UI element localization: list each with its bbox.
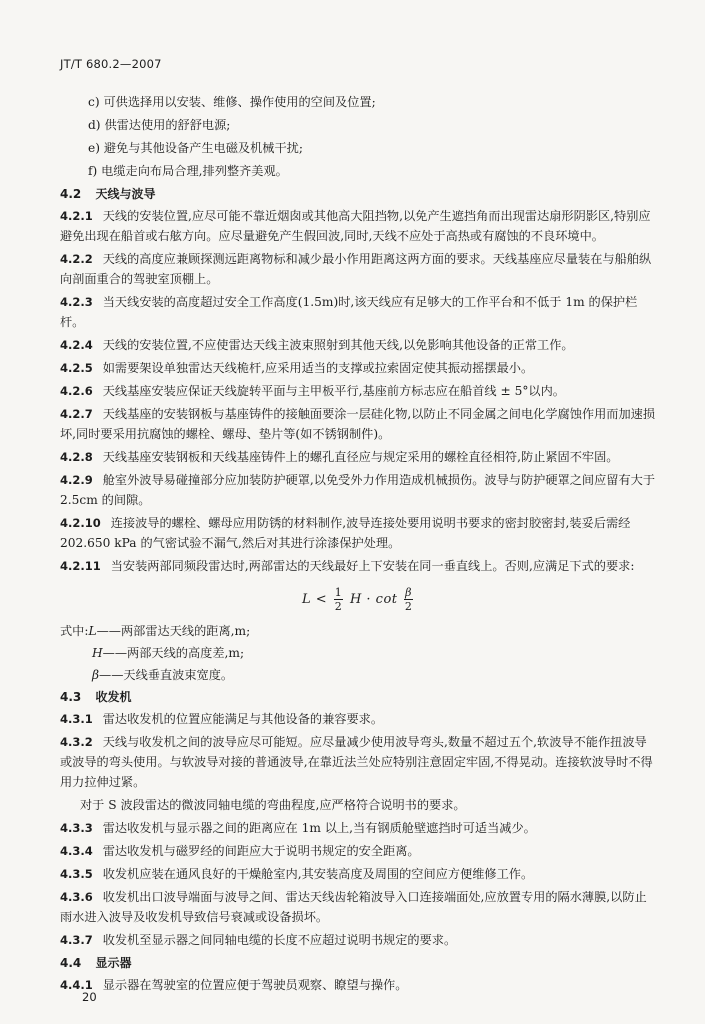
paragraph-s-band: 对于 S 波段雷达的微波同轴电缆的弯曲程度,应严格符合说明书的要求。 bbox=[80, 798, 466, 812]
clause-text: 天线与收发机之间的波导应尽可能短。应尽量减少使用波导弯头,数量不超过五个,软波导不能作扭波导或波导的弯头使用。与软波导对接的普通波导,在靠近法兰处应特别注意固定牢固,不得晃动。连接软波导时不得用力拉伸过紧。 bbox=[60, 735, 653, 789]
clause-number: 4.2.7 bbox=[60, 407, 93, 421]
clause-text: 雷达收发机的位置应能满足与其他设备的兼容要求。 bbox=[102, 712, 384, 726]
section-heading-4-3 bbox=[60, 687, 657, 707]
list-marker: c) bbox=[88, 95, 100, 109]
clause-text: 当安装两部同频段雷达时,两部雷达的天线最好上下安装在同一垂直线上。否则,应满足下式的要求: bbox=[110, 559, 635, 573]
where-line-l bbox=[60, 621, 657, 641]
where-symbol: L bbox=[88, 624, 97, 638]
section-number: 4.3 bbox=[60, 690, 82, 704]
list-marker: e) bbox=[88, 141, 100, 155]
clause-text: 雷达收发机与磁罗经的间距应大于说明书规定的安全距离。 bbox=[102, 844, 420, 858]
clause-number: 4.2.3 bbox=[60, 295, 93, 309]
clause-4-2-2 bbox=[60, 249, 657, 289]
clause-4-3-4 bbox=[60, 841, 657, 861]
fraction-denominator: 2 bbox=[334, 600, 343, 613]
list-marker: f) bbox=[88, 164, 98, 178]
clause-4-2-9 bbox=[60, 470, 657, 510]
clause-text: 如需要架设单独雷达天线桅杆,应采用适当的支撑或拉索固定使其振动摇摆最小。 bbox=[102, 361, 534, 375]
clause-number: 4.3.7 bbox=[60, 933, 93, 947]
list-marker: d) bbox=[88, 118, 101, 132]
where-text: ——两部雷达天线的距离,m; bbox=[96, 624, 251, 638]
list-item-c bbox=[60, 92, 657, 112]
clause-4-3-1 bbox=[60, 709, 657, 729]
clause-text: 天线基座安装应保证天线旋转平面与主甲板平行,基座前方标志应在船首线 ± 5°以内。 bbox=[102, 384, 565, 398]
section-heading-4-4 bbox=[60, 953, 657, 973]
clause-number: 4.3.6 bbox=[60, 890, 93, 904]
clause-number: 4.2.8 bbox=[60, 450, 93, 464]
fraction-numerator: 1 bbox=[334, 586, 343, 599]
clause-number: 4.2.4 bbox=[60, 338, 93, 352]
section-title: 显示器 bbox=[95, 956, 132, 970]
clause-text: 天线的高度应兼顾探测远距离物标和减少最小作用距离这两方面的要求。天线基座应尽量装在与船舶纵向剖面重合的驾驶室顶棚上。 bbox=[60, 252, 652, 286]
clause-4-2-8 bbox=[60, 447, 657, 467]
clause-4-2-6 bbox=[60, 381, 657, 401]
clause-number: 4.3.1 bbox=[60, 712, 93, 726]
clause-text: 舱室外波导易碰撞部分应加装防护硬罩,以免受外力作用造成机械损伤。波导与防护硬罩之间应留有大于 2.5cm 的间隙。 bbox=[60, 473, 656, 507]
list-item-d bbox=[60, 115, 657, 135]
clause-number: 4.3.2 bbox=[60, 735, 93, 749]
clause-number: 4.2.2 bbox=[60, 252, 93, 266]
where-prefix: 式中: bbox=[60, 624, 89, 638]
clause-4-2-4 bbox=[60, 335, 657, 355]
clause-number: 4.2.1 bbox=[60, 209, 93, 223]
clause-4-3-2 bbox=[60, 732, 657, 792]
clause-4-2-11 bbox=[60, 556, 657, 576]
page-number: 20 bbox=[82, 990, 97, 1004]
clause-4-2-5 bbox=[60, 358, 657, 378]
list-text: 供雷达使用的舒舒电源; bbox=[104, 118, 231, 132]
where-line-h bbox=[60, 643, 657, 663]
where-text: ——两部天线的高度差,m; bbox=[102, 646, 245, 660]
clause-text: 天线基座安装钢板和天线基座铸件上的螺孔直径应与规定采用的螺栓直径相符,防止紧固不牢固。 bbox=[102, 450, 619, 464]
clause-number: 4.2.6 bbox=[60, 384, 93, 398]
formula-lhs: L < bbox=[301, 592, 328, 607]
clause-text: 连接波导的螺栓、螺母应用防锈的材料制作,波导连接处要用说明书要求的密封胶密封,装妥后需经 202.650 kPa 的气密试验不漏气,然后对其进行涂漆保护处理。 bbox=[60, 516, 631, 550]
where-text: ——天线垂直波束宽度。 bbox=[99, 668, 234, 682]
list-text: 避免与其他设备产生电磁及机械干扰; bbox=[103, 141, 303, 155]
clause-number: 4.3.3 bbox=[60, 821, 93, 835]
clause-number: 4.3.5 bbox=[60, 867, 93, 881]
section-number: 4.4 bbox=[60, 956, 82, 970]
clause-4-3-3 bbox=[60, 818, 657, 838]
clause-text: 收发机应装在通风良好的干燥舱室内,其安装高度及周围的空间应方便维修工作。 bbox=[102, 867, 534, 881]
standard-number: JT/T 680.2—2007 bbox=[60, 57, 162, 71]
clause-4-2-1 bbox=[60, 206, 657, 246]
clause-number: 4.2.5 bbox=[60, 361, 93, 375]
where-symbol: H bbox=[92, 646, 103, 660]
where-line-beta bbox=[60, 665, 657, 685]
clause-text: 收发机出口波导端面与波导之间、雷达天线齿轮箱波导入口连接端面处,应放置专用的隔水薄膜,以防止雨水进入波导及收发机导致信号衰减或设备损坏。 bbox=[60, 890, 647, 924]
clause-text: 收发机至显示器之间同轴电缆的长度不应超过说明书规定的要求。 bbox=[102, 933, 457, 947]
clause-4-2-7 bbox=[60, 404, 657, 444]
clause-text: 当天线安装的高度超过安全工作高度(1.5m)时,该天线应有足够大的工作平台和不低于 1m 的保护栏杆。 bbox=[60, 295, 638, 329]
clause-4-3-7 bbox=[60, 930, 657, 950]
clause-4-2-3 bbox=[60, 292, 657, 332]
clause-4-3-6 bbox=[60, 887, 657, 927]
formula bbox=[60, 586, 657, 613]
clause-number: 4.2.9 bbox=[60, 473, 93, 487]
clause-number: 4.2.10 bbox=[60, 516, 101, 530]
clause-number: 4.2.11 bbox=[60, 559, 101, 573]
fraction-numerator: β bbox=[405, 586, 413, 599]
section-number: 4.2 bbox=[60, 187, 82, 201]
clause-number: 4.3.4 bbox=[60, 844, 93, 858]
clause-text: 天线的安装位置,应尽可能不靠近烟囱或其他高大阻挡物,以免产生遮挡角而出现雷达扇形阴影区,特别应避免出现在船首或右舷方向。应尽量避免产生假回波,同时,天线不应处于高热或有腐蚀的不良环境中。 bbox=[60, 209, 651, 243]
list-item-f bbox=[60, 161, 657, 181]
list-item-e bbox=[60, 138, 657, 158]
clause-4-4-1 bbox=[60, 975, 657, 995]
clause-4-2-10 bbox=[60, 513, 657, 553]
fraction-denominator: 2 bbox=[404, 600, 413, 613]
clause-text: 天线基座的安装钢板与基座铸件的接触面要涂一层硅化物,以防止不同金属之间电化学腐蚀作用而加速损坏,同时要采用抗腐蚀的螺栓、螺母、垫片等(如不锈钢制件)。 bbox=[60, 407, 656, 441]
list-text: 电缆走向布局合理,排列整齐美观。 bbox=[101, 164, 288, 178]
section-title: 天线与波导 bbox=[95, 187, 156, 201]
section-heading-4-2 bbox=[60, 184, 657, 204]
clause-text: 天线的安装位置,不应使雷达天线主波束照射到其他天线,以免影响其他设备的正常工作。 bbox=[102, 338, 574, 352]
clause-4-3-5 bbox=[60, 864, 657, 884]
list-text: 可供选择用以安装、维修、操作使用的空间及位置; bbox=[103, 95, 376, 109]
section-title: 收发机 bbox=[95, 690, 132, 704]
clause-text: 显示器在驾驶室的位置应便于驾驶员观察、瞭望与操作。 bbox=[102, 978, 408, 992]
where-symbol: β bbox=[92, 668, 100, 682]
formula-middle: H · cot bbox=[349, 592, 398, 607]
clause-number: 4.4.1 bbox=[60, 978, 93, 992]
clause-text: 雷达收发机与显示器之间的距离应在 1m 以上,当有钢质舱壁遮挡时可适当减少。 bbox=[102, 821, 536, 835]
